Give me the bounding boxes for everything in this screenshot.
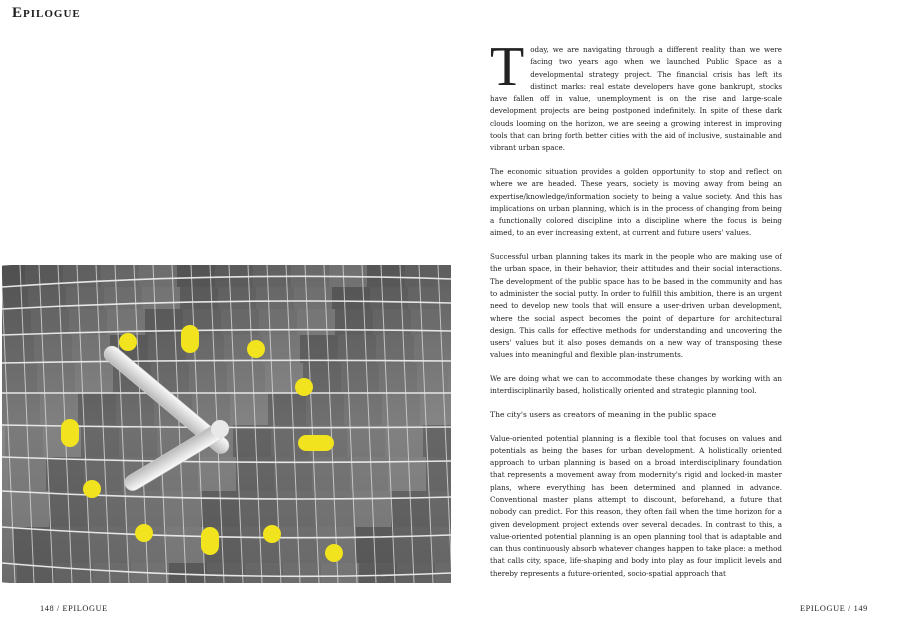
paragraph-4: We are doing what we can to accommodate these changes by working with an interdisciplinarily based, holistically oriented and strategic planning tool. xyxy=(490,374,782,396)
paragraph-3: Successful urban planning takes its mark in the people who are making use of the urban space, in their behavior, their attitudes and their social interactions. The development of the public space has to be based in the community and has to administer the social putty. In order to fulfill this ambition, there is an urgent need to develop new tools that will ensure a user-driven urban development, where the social aspect becomes the point of departure for architectural design. This calls for effective methods for understanding and uncovering the users' values but it also poses demands on a new way of transposing these values into meaningful and flexible plan-instruments. xyxy=(490,252,782,360)
page-number-right: EPILOGUE / 149 xyxy=(800,604,868,613)
drop-cap: T xyxy=(490,44,525,98)
facade-photo xyxy=(2,265,451,583)
paragraph-2: The economic situation provides a golden opportunity to stop and reflect on where we are headed. These years, society is moving away from being an expertise/knowledge/information society to being a value society. And this has implications on urban planning, which is in the process of changing from being a functionally colored discipline into a discipline where the focus is being aimed, to an ever increasing extent, at current and future users' values. xyxy=(490,166,782,238)
paragraph-1-text: oday, we are navigating through a different reality than we were facing two years ago when we launched Public Space as a developmental strategy project. The financial crisis has left its distinct marks: real estate developers have gone bankrupt, stocks have fallen off in value, unemployment is on the rise and large-scale development projects are being postponed indefinitely. In spite of these dark clouds looming on the horizon, we are seeing a growing interest in improving tools that can bring forth better cities with the aid of inclusive, sustainable and vibrant urban space. xyxy=(490,45,782,153)
subheading: The city's users as creators of meaning in the public space xyxy=(490,409,717,419)
paragraph-5: Value-oriented potential planning is a flexible tool that focuses on values and potentials as being the bases for urban development. A holistically oriented approach to urban planning is based on a broad interdisciplinary foundation that represents a movement away from modernity's rigid and locked-in master plans, where everything has been determined and planned in advance. Conventional master plans attempt to discount, beforehand, a future that nobody can predict. For this reason, they often fail when the time horizon for a given development project extends over several decades. In contrast to this, a value-oriented potential planning is an open planning tool that is adaptable and can thus continuously absorb whatever changes happen to take place: a method that calls city, space, life-shaping and body into play as four implicit levels and thereby represents a future-oriented, socio-spatial approach that xyxy=(490,433,782,578)
section-heading: Epilogue xyxy=(12,5,81,21)
page-number-left: 148 / EPILOGUE xyxy=(40,604,108,613)
paragraph-1 xyxy=(490,44,782,155)
article-text xyxy=(490,44,782,584)
building-facade-icon xyxy=(2,265,451,583)
